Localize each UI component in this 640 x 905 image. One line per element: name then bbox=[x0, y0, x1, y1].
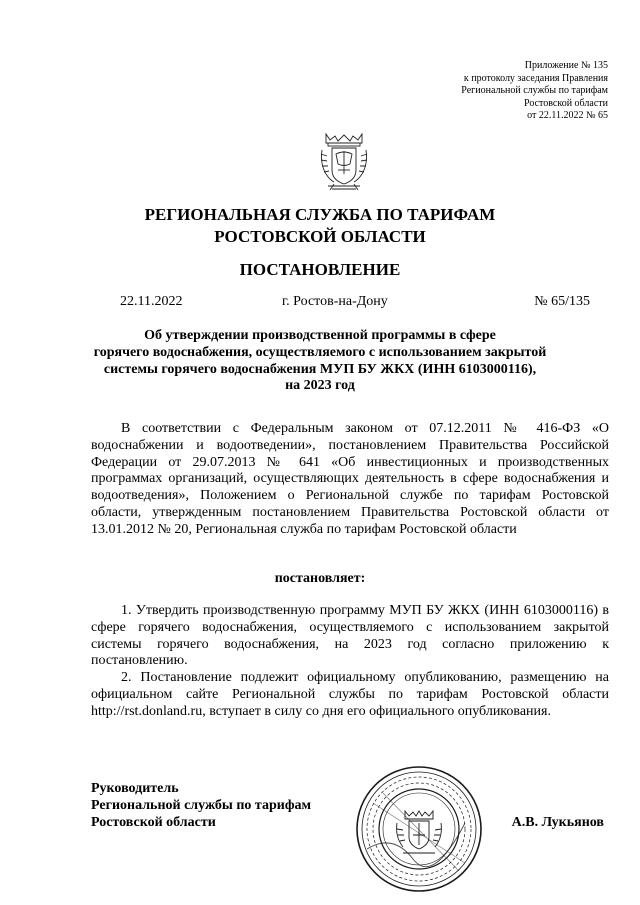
document-city: г. Ростов-на-Дону bbox=[282, 294, 388, 309]
coat-of-arms-icon bbox=[318, 130, 370, 192]
preamble bbox=[91, 421, 609, 539]
signer-title-line: Региональной службы по тарифам bbox=[91, 798, 312, 813]
document-subject bbox=[0, 328, 640, 395]
subject-line: на 2023 год bbox=[285, 378, 355, 394]
official-seal-icon bbox=[353, 763, 485, 895]
decree-items bbox=[91, 603, 609, 721]
document-date: 22.11.2022 bbox=[120, 294, 183, 309]
subject-line: горячего водоснабжения, осуществляемого с использованием закрытой bbox=[93, 344, 547, 360]
subject-line: системы горячего водоснабжения МУП БУ ЖКХ (ИНН 6103000116), bbox=[103, 361, 537, 377]
signer-name: А.В. Лукьянов bbox=[511, 815, 604, 830]
decree-item: 1. Утвердить производственную программу МУП БУ ЖКХ (ИНН 6103000116) в сфере горячего водоснабжения, осуществляемого с использованием закрытой системы горячего водоснабжения, на 2023 год согласно приложению к постановлению. bbox=[91, 603, 609, 669]
subject-line: Об утверждении производственной программы в сфере bbox=[144, 328, 496, 343]
appendix-line: Приложение № 135 bbox=[524, 60, 608, 71]
organization-name-line: РОСТОВСКОЙ ОБЛАСТИ bbox=[214, 227, 426, 246]
appendix-line: Региональной службы по тарифам bbox=[461, 85, 608, 97]
appendix-note bbox=[461, 60, 608, 123]
decree-word: постановляет: bbox=[274, 571, 366, 586]
appendix-line: к протоколу заседания Правления bbox=[463, 72, 608, 84]
signer-title bbox=[91, 780, 311, 831]
document-meta bbox=[120, 293, 590, 311]
appendix-line: от 22.11.2022 № 65 bbox=[527, 110, 608, 122]
organization-name-line: РЕГИОНАЛЬНАЯ СЛУЖБА ПО ТАРИФАМ bbox=[144, 205, 496, 224]
decree-item: 2. Постановление подлежит официальному опубликованию, размещению на официальном сайте Региональной службы по тарифам Ростовской области http://rst.donland.ru, вступает в силу со дня его официального опубликования. bbox=[91, 670, 609, 719]
document-type: ПОСТАНОВЛЕНИЕ bbox=[239, 260, 401, 279]
document-number: № 65/135 bbox=[534, 294, 590, 309]
appendix-line: Ростовской области bbox=[524, 97, 608, 109]
organization-header bbox=[0, 204, 640, 248]
preamble-paragraph: В соответствии с Федеральным законом от 07.12.2011 № 416-ФЗ «О водоснабжении и водоотведении», постановлением Правительства Российской Федерации от 29.07.2013 № 641 «Об инвестиционных и производственных программах организаций, осуществляющих деятельность в сфере водоснабжения и водоотведения», Положением о Региональной службе по тарифам Ростовской области, утвержденным постановлением Правительства Ростовской области от 13.01.2012 № 20, Региональная служба по тарифам Ростовской области bbox=[91, 421, 609, 537]
signer-title-line: Руководитель bbox=[91, 781, 179, 796]
signer-title-line: Ростовской области bbox=[91, 815, 216, 830]
